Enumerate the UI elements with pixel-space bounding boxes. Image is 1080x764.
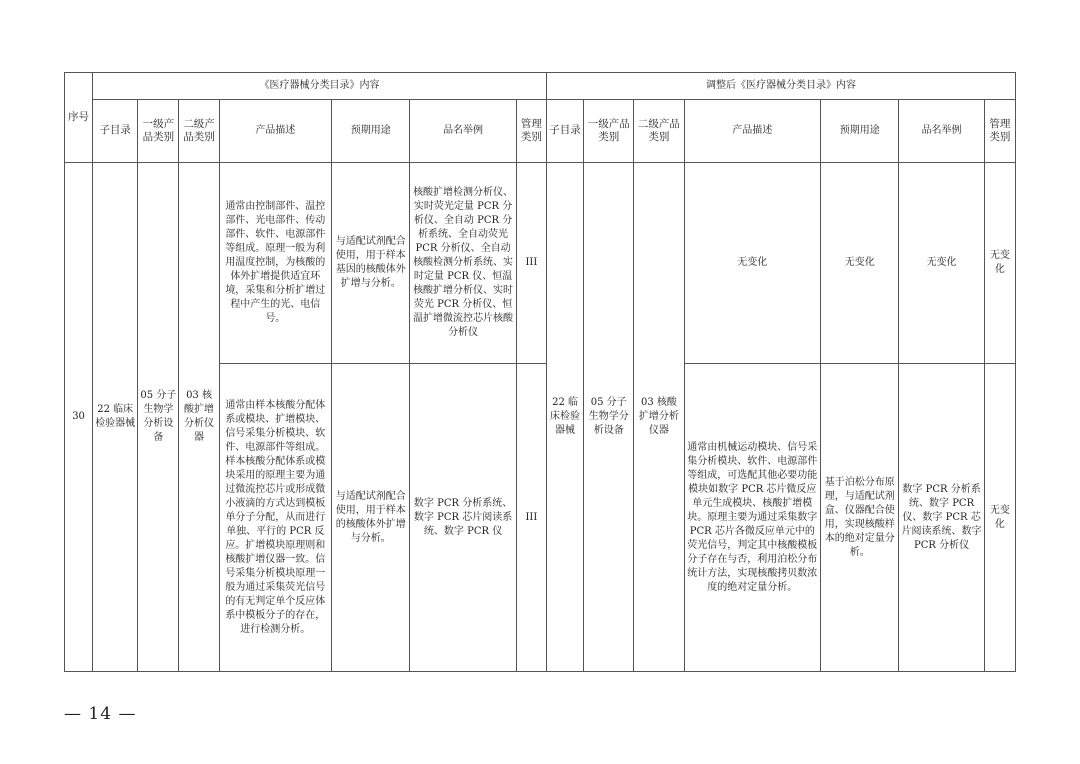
- header-examples: 品名举例: [410, 100, 516, 163]
- header-category-2: 二级产品类别: [179, 100, 219, 163]
- header-new-intended-use: 预期用途: [821, 100, 899, 163]
- cell-category-2: 03 核酸扩增分析仪器: [179, 163, 219, 672]
- header-new-management-class: 管理类别: [984, 100, 1015, 163]
- header-category-1: 一级产品类别: [138, 100, 179, 163]
- header-new-category-1: 一级产品类别: [584, 100, 634, 163]
- header-group-original: 《医疗器械分类目录》内容: [93, 73, 547, 100]
- header-new-category-2: 二级产品类别: [634, 100, 684, 163]
- header-subdirectory: 子目录: [93, 100, 138, 163]
- header-group-adjusted: 调整后《医疗器械分类目录》内容: [546, 73, 1015, 100]
- cell-new-examples: 数字 PCR 分析系统、数字 PCR 仪、数字 PCR 芯片阅读系统、数字 PCR 分析仪: [899, 364, 984, 672]
- cell-new-category-1: 05 分子生物学分析设备: [584, 163, 634, 672]
- header-intended-use: 预期用途: [332, 100, 410, 163]
- header-new-description: 产品描述: [684, 100, 821, 163]
- cell-intended-use: 与适配试剂配合使用，用于样本的核酸体外扩增与分析。: [332, 364, 410, 672]
- cell-description: 通常由样本核酸分配体系或模块、扩增模块、信号采集分析模块、软件、电源部件等组成。样本核酸分配体系或模块采用的原理主要为通过微流控芯片或形成微小液滴的方式达到模板单分子分配，从而进行单独、平行的 PCR 反应。扩增模块原理则和核酸扩增仪器一致。信号采集分析模块原理一般为通过采集荧光信号的有无判定单个反应体系中模板分子的存在，进行检测分析。: [219, 364, 331, 672]
- classification-table: [64, 72, 1016, 672]
- cell-new-category-2: 03 核酸扩增分析仪器: [634, 163, 684, 672]
- page-number: — 14 —: [64, 704, 137, 724]
- cell-category-1: 05 分子生物学分析设备: [138, 163, 179, 672]
- header-description: 产品描述: [219, 100, 331, 163]
- cell-new-management-class: 无变化: [984, 364, 1015, 672]
- cell-subdirectory: 22 临床检验器械: [93, 163, 138, 672]
- header-seq: 序号: [65, 73, 93, 163]
- cell-management-class: III: [516, 163, 546, 364]
- cell-management-class: III: [516, 364, 546, 672]
- header-new-subdirectory: 子目录: [546, 100, 583, 163]
- cell-new-management-class: 无变化: [984, 163, 1015, 364]
- cell-new-examples: 无变化: [899, 163, 984, 364]
- cell-examples: 核酸扩增检测分析仪、实时荧光定量 PCR 分析仪、全自动 PCR 分析系统、全自动荧光 PCR 分析仪、全自动核酸检测分析系统、实时定量 PCR 仪、恒温核酸扩增分析仪、实时荧光 PCR 分析仪、恒温扩增微流控芯片核酸分析仪: [410, 163, 516, 364]
- cell-intended-use: 与适配试剂配合使用，用于样本基因的核酸体外扩增与分析。: [332, 163, 410, 364]
- cell-new-intended-use: 基于泊松分布原理，与适配试剂盒、仪器配合使用，实现核酸样本的绝对定量分析。: [821, 364, 899, 672]
- header-new-examples: 品名举例: [899, 100, 984, 163]
- cell-examples: 数字 PCR 分析系统、数字 PCR 芯片阅读系统、数字 PCR 仪: [410, 364, 516, 672]
- cell-seq: 30: [65, 163, 93, 672]
- cell-new-subdirectory: 22 临床检验器械: [546, 163, 583, 672]
- header-management-class: 管理类别: [516, 100, 546, 163]
- cell-new-description: 通常由机械运动模块、信号采集分析模块、软件、电源部件等组成，可选配其他必要功能模块如数字 PCR 芯片微反应单元生成模块、核酸扩增模块。原理主要为通过采集数字 PCR 芯片各微反应单元中的荧光信号，判定其中核酸模板分子存在与否，利用泊松分布统计方法，实现核酸拷贝数浓度的绝对定量分析。: [684, 364, 821, 672]
- cell-new-intended-use: 无变化: [821, 163, 899, 364]
- cell-description: 通常由控制部件、温控部件、光电部件、传动部件、软件、电源部件等组成。原理一般为利用温度控制，为核酸的体外扩增提供适宜环境，采集和分析扩增过程中产生的光、电信号。: [219, 163, 331, 364]
- cell-new-description: 无变化: [684, 163, 821, 364]
- table-row: [65, 163, 1016, 364]
